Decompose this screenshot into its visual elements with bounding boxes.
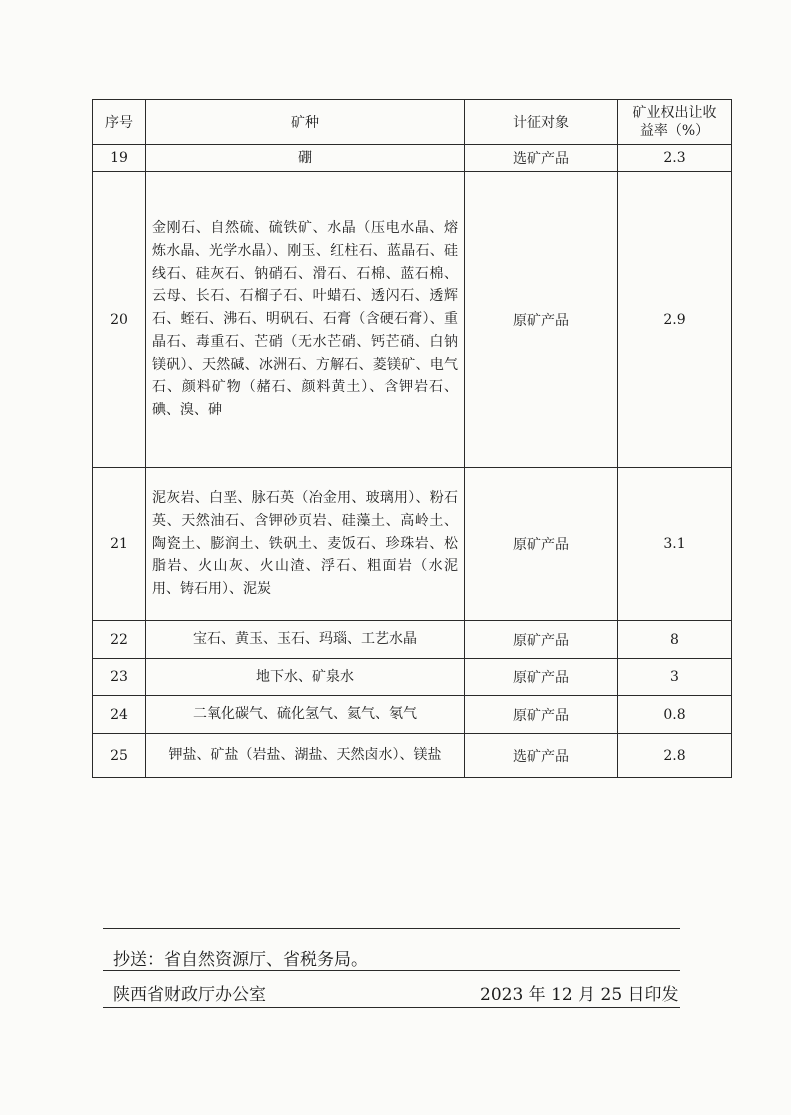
row-index: 19 bbox=[93, 145, 146, 172]
table-row bbox=[93, 145, 732, 172]
header-index: 序号 bbox=[93, 100, 146, 145]
header-rate-line2: 益率（%） bbox=[639, 123, 710, 139]
row-index: 24 bbox=[93, 696, 146, 734]
cc-line: 抄送：省自然资源厅、省税务局。 bbox=[113, 950, 368, 970]
row-rate: 0.8 bbox=[618, 696, 732, 734]
row-rate: 8 bbox=[618, 621, 732, 659]
table-header-row bbox=[93, 100, 732, 145]
row-rate: 2.3 bbox=[618, 145, 732, 172]
header-mineral: 矿种 bbox=[146, 100, 465, 145]
row-mineral: 泥灰岩、白垩、脉石英（冶金用、玻璃用）、粉石英、天然油石、含钾砂页岩、硅藻土、高岭土、陶瓷土、膨润土、铁矾土、麦饭石、珍珠岩、松脂岩、火山灰、火山渣、浮石、粗面岩（水泥用、铸石用）、泥炭 bbox=[146, 468, 465, 621]
row-rate: 3.1 bbox=[618, 468, 732, 621]
row-object: 原矿产品 bbox=[465, 696, 618, 734]
row-mineral: 硼 bbox=[146, 145, 465, 172]
row-mineral: 宝石、黄玉、玉石、玛瑙、工艺水晶 bbox=[146, 621, 465, 659]
table-row bbox=[93, 734, 732, 778]
row-rate: 2.9 bbox=[618, 172, 732, 468]
row-mineral: 地下水、矿泉水 bbox=[146, 659, 465, 696]
issue-date: 2023 年 12 月 25 日印发 bbox=[480, 985, 679, 1005]
header-object: 计征对象 bbox=[465, 100, 618, 145]
row-rate: 2.8 bbox=[618, 734, 732, 778]
row-index: 20 bbox=[93, 172, 146, 468]
header-rate-line1: 矿业权出让收 bbox=[632, 105, 717, 121]
row-object: 原矿产品 bbox=[465, 659, 618, 696]
row-index: 22 bbox=[93, 621, 146, 659]
row-object: 原矿产品 bbox=[465, 621, 618, 659]
issuer: 陕西省财政厅办公室 bbox=[113, 985, 266, 1005]
mining-rate-table bbox=[92, 99, 732, 778]
row-mineral: 钾盐、矿盐（岩盐、湖盐、天然卤水）、镁盐 bbox=[146, 734, 465, 778]
header-rate bbox=[618, 100, 732, 145]
row-rate: 3 bbox=[618, 659, 732, 696]
row-index: 25 bbox=[93, 734, 146, 778]
footer-rule-top bbox=[103, 928, 680, 929]
row-object: 原矿产品 bbox=[465, 172, 618, 468]
row-mineral: 二氧化碳气、硫化氢气、氦气、氡气 bbox=[146, 696, 465, 734]
table-row bbox=[93, 696, 732, 734]
table-row bbox=[93, 659, 732, 696]
table-row bbox=[93, 172, 732, 468]
row-object: 选矿产品 bbox=[465, 734, 618, 778]
footer-rule-bottom bbox=[103, 1007, 680, 1008]
row-index: 21 bbox=[93, 468, 146, 621]
row-object: 选矿产品 bbox=[465, 145, 618, 172]
footer-rule-middle bbox=[103, 970, 680, 971]
table-row bbox=[93, 468, 732, 621]
row-mineral: 金刚石、自然硫、硫铁矿、水晶（压电水晶、熔炼水晶、光学水晶）、刚玉、红柱石、蓝晶石、硅线石、硅灰石、钠硝石、滑石、石棉、蓝石棉、云母、长石、石榴子石、叶蜡石、透闪石、透辉石、蛭石、沸石、明矾石、石膏（含硬石膏）、重晶石、毒重石、芒硝（无水芒硝、钙芒硝、白钠镁矾）、天然碱、冰洲石、方解石、菱镁矿、电气石、颜料矿物（赭石、颜料黄土）、含钾岩石、碘、溴、砷 bbox=[146, 172, 465, 468]
row-object: 原矿产品 bbox=[465, 468, 618, 621]
table-row bbox=[93, 621, 732, 659]
row-index: 23 bbox=[93, 659, 146, 696]
